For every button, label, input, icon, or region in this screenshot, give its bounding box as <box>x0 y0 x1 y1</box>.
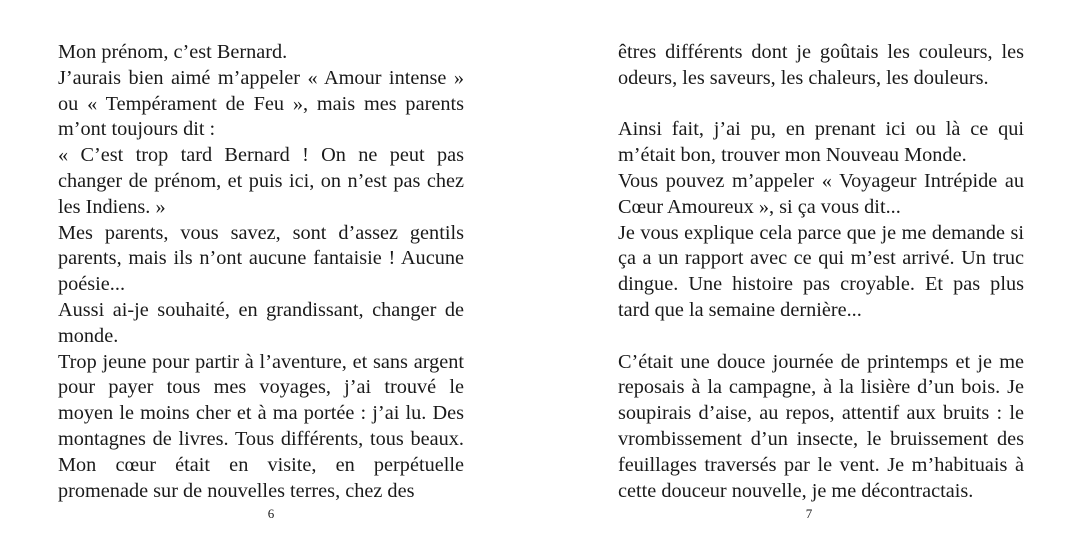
paragraph: Vous pouvez m’appeler « Voyageur Intrépide au Cœur Amoureux », si ça vous dit... <box>618 169 1024 218</box>
paragraph: Trop jeune pour partir à l’aventure, et sans argent pour payer tous mes voyages, j’ai trouvé le moyen le moins cher et à ma portée : j’ai lu. Des montagnes de livres. Tous différents, tous beaux. Mon cœur était en visite, en perpétuelle promenade sur de nouvelles terres, chez des <box>58 350 464 502</box>
left-page-text <box>58 40 464 504</box>
right-page-text <box>618 40 1024 504</box>
paragraph: êtres différents dont je goûtais les couleurs, les odeurs, les saveurs, les chaleurs, les douleurs. <box>618 41 1024 89</box>
paragraph: Aussi ai-je souhaité, en grandissant, changer de monde. <box>58 298 464 347</box>
page-number: 6 <box>267 506 275 521</box>
paragraph: Mon prénom, c’est Bernard. <box>58 41 288 63</box>
paragraph-gap <box>618 92 1024 118</box>
paragraph: Mes parents, vous savez, sont d’assez gentils parents, mais ils n’ont aucune fantaisie ! Aucune poésie... <box>58 221 464 296</box>
paragraph: Je vous explique cela parce que je me demande si ça a un rapport avec ce qui m’est arrivé. Un truc dingue. Une histoire pas croyable. Et pas plus tard que la semaine dernière... <box>618 221 1024 321</box>
paragraph: J’aurais bien aimé m’appeler « Amour intense » ou « Tempérament de Feu », mais mes parents m’ont toujours dit : <box>58 66 464 141</box>
paragraph: « C’est trop tard Bernard ! On ne peut pas changer de prénom, et puis ici, on n’est pas chez les Indiens. » <box>58 144 464 218</box>
paragraph: C’était une douce journée de printemps et je me reposais à la campagne, à la lisière d’un bois. Je soupirais d’aise, au repos, attentif aux bruits : le vrombissement d’un insecte, le bruissement des feuillages traversés par le vent. Je m’habituais à cette douceur nouvelle, je me décontractais. <box>618 350 1024 502</box>
paragraph-gap <box>618 324 1024 350</box>
page-number: 7 <box>805 506 813 521</box>
paragraph: Ainsi fait, j’ai pu, en prenant ici ou là ce qui m’était bon, trouver mon Nouveau Monde. <box>618 118 1024 167</box>
right-page <box>540 0 1080 540</box>
